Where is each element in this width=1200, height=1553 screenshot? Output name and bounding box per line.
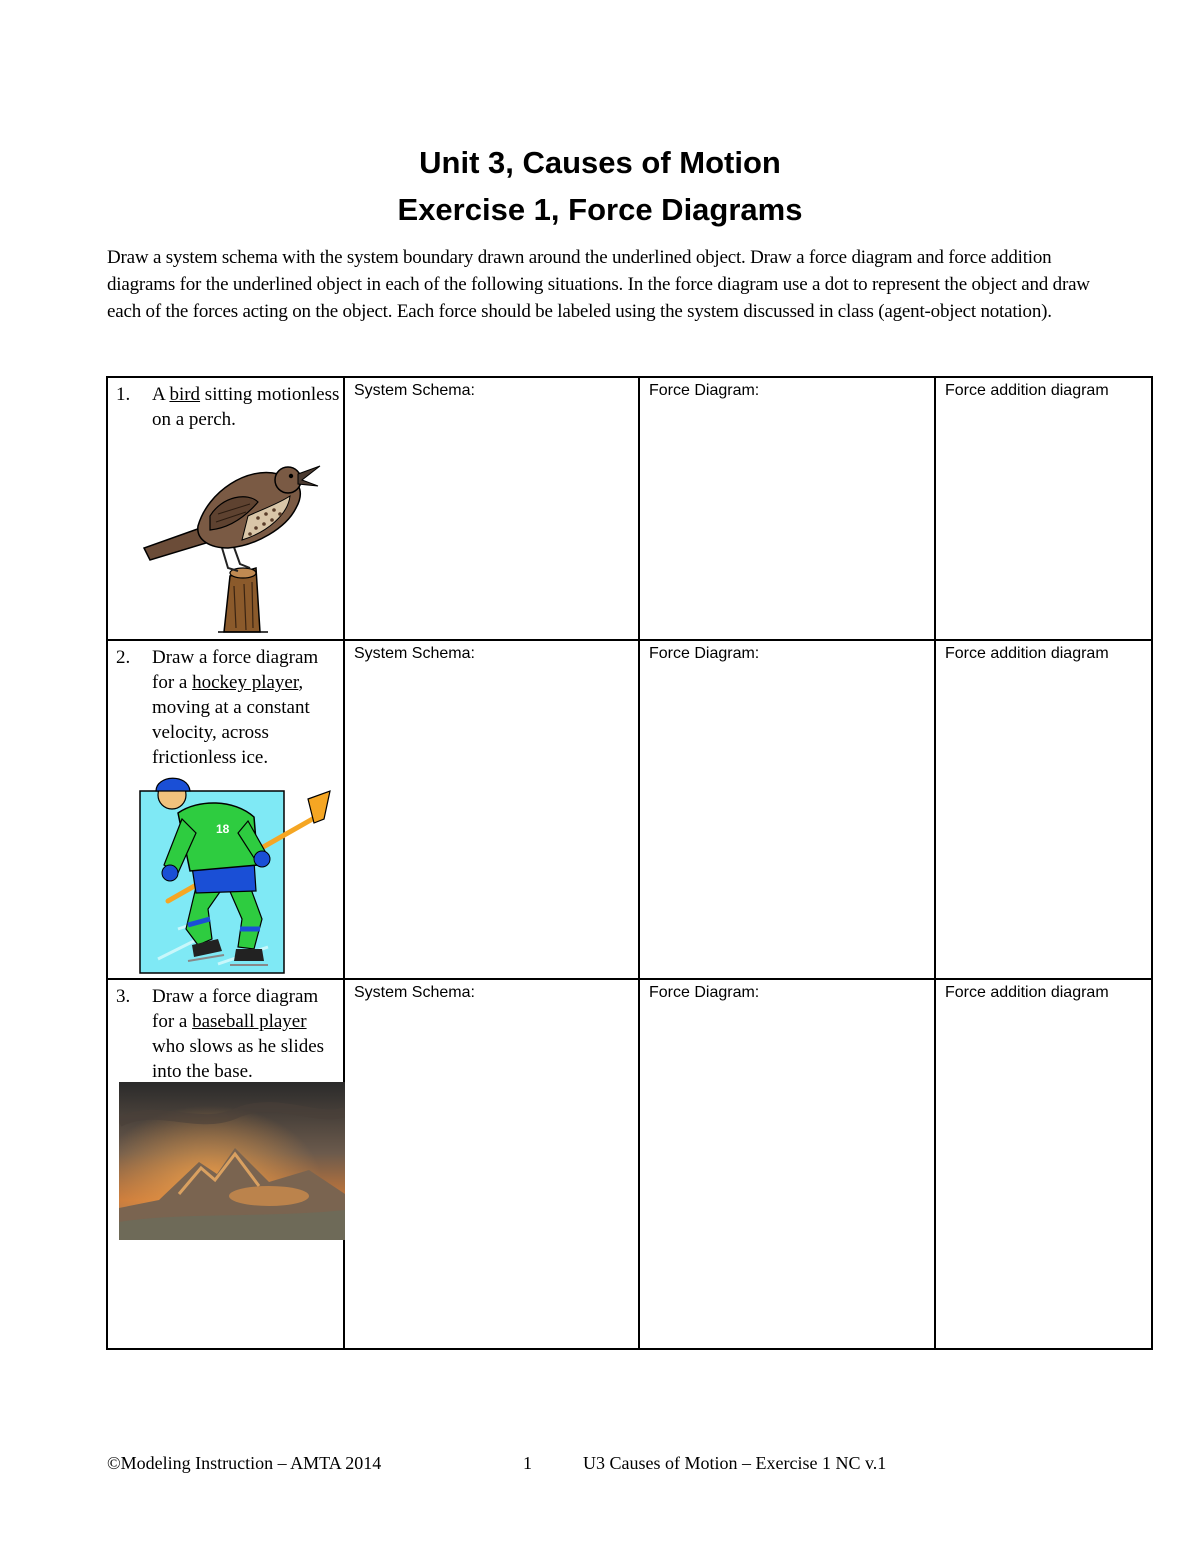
page-subtitle: Exercise 1, Force Diagrams [397,192,803,227]
system-schema-cell[interactable] [344,979,639,1349]
underlined-object: bird [169,384,201,405]
underlined-object: hockey player [192,672,299,693]
table-row [107,640,1152,979]
footer-document-id: U3 Causes of Motion – Exercise 1 NC v.1 [583,1453,887,1473]
page-title: Unit 3, Causes of Motion [419,145,781,180]
bird-on-perch-picture [138,456,323,638]
system-schema-cell[interactable] [344,640,639,979]
question-cell [107,979,344,1349]
force-diagram-label: Force Diagram: [649,984,760,1001]
underlined-object: baseball player [192,1011,307,1032]
force-addition-cell[interactable] [935,979,1152,1349]
system-schema-label: System Schema: [354,645,475,662]
question-text-before: Draw a force diagram for a [152,647,319,693]
force-addition-cell[interactable] [935,640,1152,979]
question-text [152,645,342,770]
question-text [152,984,342,1084]
question-text-before: Draw a force diagram for a [152,986,319,1032]
force-diagram-cell[interactable] [639,377,935,640]
question-number: 3. [116,986,131,1007]
question-text-before: A [152,384,170,405]
question-text-after: who slows as he slides into the base. [152,1036,325,1082]
worksheet-table [106,376,1153,1350]
question-cell [107,377,344,640]
force-diagram-cell[interactable] [639,640,935,979]
force-addition-label: Force addition diagram [945,382,1109,399]
question-number: 2. [116,647,131,668]
table-row [107,377,1152,640]
question-cell [107,640,344,979]
force-diagram-cell[interactable] [639,979,935,1349]
force-addition-label: Force addition diagram [945,645,1109,662]
question-text-after: sitting motionless on a perch. [152,384,340,430]
question-number: 1. [116,384,131,405]
system-schema-label: System Schema: [354,382,475,399]
question-text [152,382,342,432]
force-diagram-label: Force Diagram: [649,645,760,662]
force-diagram-label: Force Diagram: [649,382,760,399]
dust-cloud-picture [119,1082,345,1240]
table-row [107,979,1152,1349]
instructions-paragraph: Draw a system schema with the system boundary drawn around the underlined object. Draw a force diagram and force addition diagrams for the underlined object in each of the following situations. In the force diagram use a dot to represent the object and draw each of the forces acting on the object. Each force should be labeled using the system discussed in class (agent-object notation). [107,247,1090,322]
svg-text:18: 18 [216,822,230,836]
system-schema-label: System Schema: [354,984,475,1001]
force-addition-cell[interactable] [935,377,1152,640]
hockey-player-picture [138,769,338,974]
question-text-after: , moving at a constant velocity, across frictionless ice. [152,672,310,768]
system-schema-cell[interactable] [344,377,639,640]
footer-copyright: ©Modeling Instruction – AMTA 2014 [107,1453,382,1473]
page-number: 1 [523,1453,532,1473]
force-addition-label: Force addition diagram [945,984,1109,1001]
